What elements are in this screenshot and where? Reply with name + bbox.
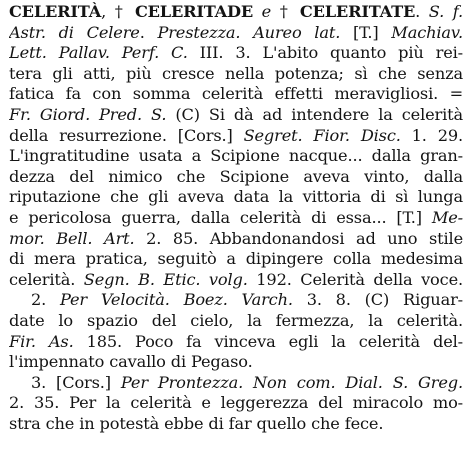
headword: CELERITADE bbox=[134, 2, 253, 21]
text-run: † bbox=[271, 2, 300, 21]
entry-line bbox=[9, 414, 463, 435]
text-run: 2. 85. Abbandonandosi ad uno stile bbox=[134, 228, 463, 248]
text-run: dezza del nimico che Scipione aveva vinto, dalla bbox=[9, 166, 463, 186]
entry-line bbox=[9, 43, 463, 64]
headword: CELERITÀ bbox=[9, 2, 102, 21]
text-run: III. 3. L'abito quanto più rei- bbox=[187, 43, 463, 63]
entry-line bbox=[9, 187, 463, 208]
text-run: 2. 35. Per la celerità e leggerezza del miracolo mo- bbox=[9, 393, 463, 413]
text-run: 192. Celerità della voce. bbox=[247, 269, 463, 289]
text-run: (C) Si dà ad intendere la celerità bbox=[166, 104, 463, 124]
italic-text: e bbox=[261, 2, 272, 21]
text-run: 3. [Cors.] bbox=[31, 372, 121, 392]
italic-text: Segn. B. Etic. volg. bbox=[83, 269, 248, 289]
italic-text: Fr. Giord. Pred. S. bbox=[9, 104, 167, 124]
italic-text: Machiav. bbox=[391, 22, 463, 42]
italic-text: Lett. Pallav. Perf. C. bbox=[9, 43, 188, 63]
entry-line bbox=[9, 270, 463, 291]
text-run: riputazione che gli aveva data la vittoria di sì lunga bbox=[9, 187, 463, 207]
entry-line bbox=[9, 146, 463, 167]
entry-line bbox=[9, 332, 463, 353]
text-run: tera gli atti, più cresce nella potenza; sì che senza bbox=[9, 63, 463, 83]
italic-text: Me- bbox=[431, 207, 463, 227]
text-run: date lo spazio del cielo, la fermezza, la celerità. bbox=[9, 310, 463, 330]
entry-line bbox=[9, 352, 463, 373]
entry-line bbox=[9, 290, 463, 311]
text-run: celerità. bbox=[9, 269, 84, 289]
entry-line bbox=[9, 23, 463, 44]
text-run: fatica fa con somma celerità effetti meravigliosi. = bbox=[9, 84, 463, 104]
entry-line bbox=[9, 64, 463, 85]
italic-text: mor. Bell. Art. bbox=[9, 228, 135, 248]
italic-text: Prestezza. Aureo lat. bbox=[157, 22, 341, 42]
italic-text: Per Prontezza. Non com. Dial. S. Greg. bbox=[120, 372, 463, 392]
italic-text: Per Velocità. Boez. Varch. bbox=[59, 290, 293, 310]
entry-line bbox=[9, 249, 463, 270]
text-run: . bbox=[139, 22, 158, 42]
entry-line bbox=[9, 167, 463, 188]
italic-text: Fir. As. bbox=[9, 331, 74, 351]
text-run: della resurrezione. [Cors.] bbox=[9, 125, 244, 145]
entry-line bbox=[9, 126, 463, 147]
entry-line bbox=[9, 229, 463, 250]
text-run: . bbox=[415, 2, 429, 21]
text-run: 3. 8. (C) Riguar- bbox=[292, 290, 463, 310]
text-run: 2. bbox=[31, 290, 60, 310]
text-run: e pericolosa guerra, dalla celerità di essa... [T.] bbox=[9, 207, 432, 227]
text-run bbox=[253, 2, 262, 21]
italic-text: Celere bbox=[86, 22, 140, 42]
text-run: L'ingratitudine usata a Scipione nacque... dalla gran- bbox=[9, 146, 463, 166]
headword: CELERITATE bbox=[299, 2, 416, 21]
text-run: stra che in potestà ebbe di far quello che fece. bbox=[9, 413, 384, 433]
entry-line bbox=[9, 208, 463, 229]
italic-text: Segret. Fior. Disc. bbox=[243, 125, 401, 145]
text-run: 1. 29. bbox=[400, 125, 463, 145]
entry-line bbox=[9, 373, 463, 394]
entry-line bbox=[9, 2, 463, 23]
text-run: di mera pratica, seguitò a dipingere colla medesima bbox=[9, 249, 463, 269]
entry-line bbox=[9, 84, 463, 105]
italic-text: S. f. bbox=[428, 2, 463, 21]
text-run: [T.] bbox=[340, 22, 392, 42]
text-run: , † bbox=[101, 2, 135, 21]
italic-text: Astr. di bbox=[9, 22, 87, 42]
entry-line bbox=[9, 393, 463, 414]
entry-line bbox=[9, 105, 463, 126]
text-run: 185. Poco fa vinceva egli la celerità del- bbox=[73, 331, 463, 351]
text-run: l'impennato cavallo di Pegaso. bbox=[9, 352, 253, 372]
entry-line bbox=[9, 311, 463, 332]
